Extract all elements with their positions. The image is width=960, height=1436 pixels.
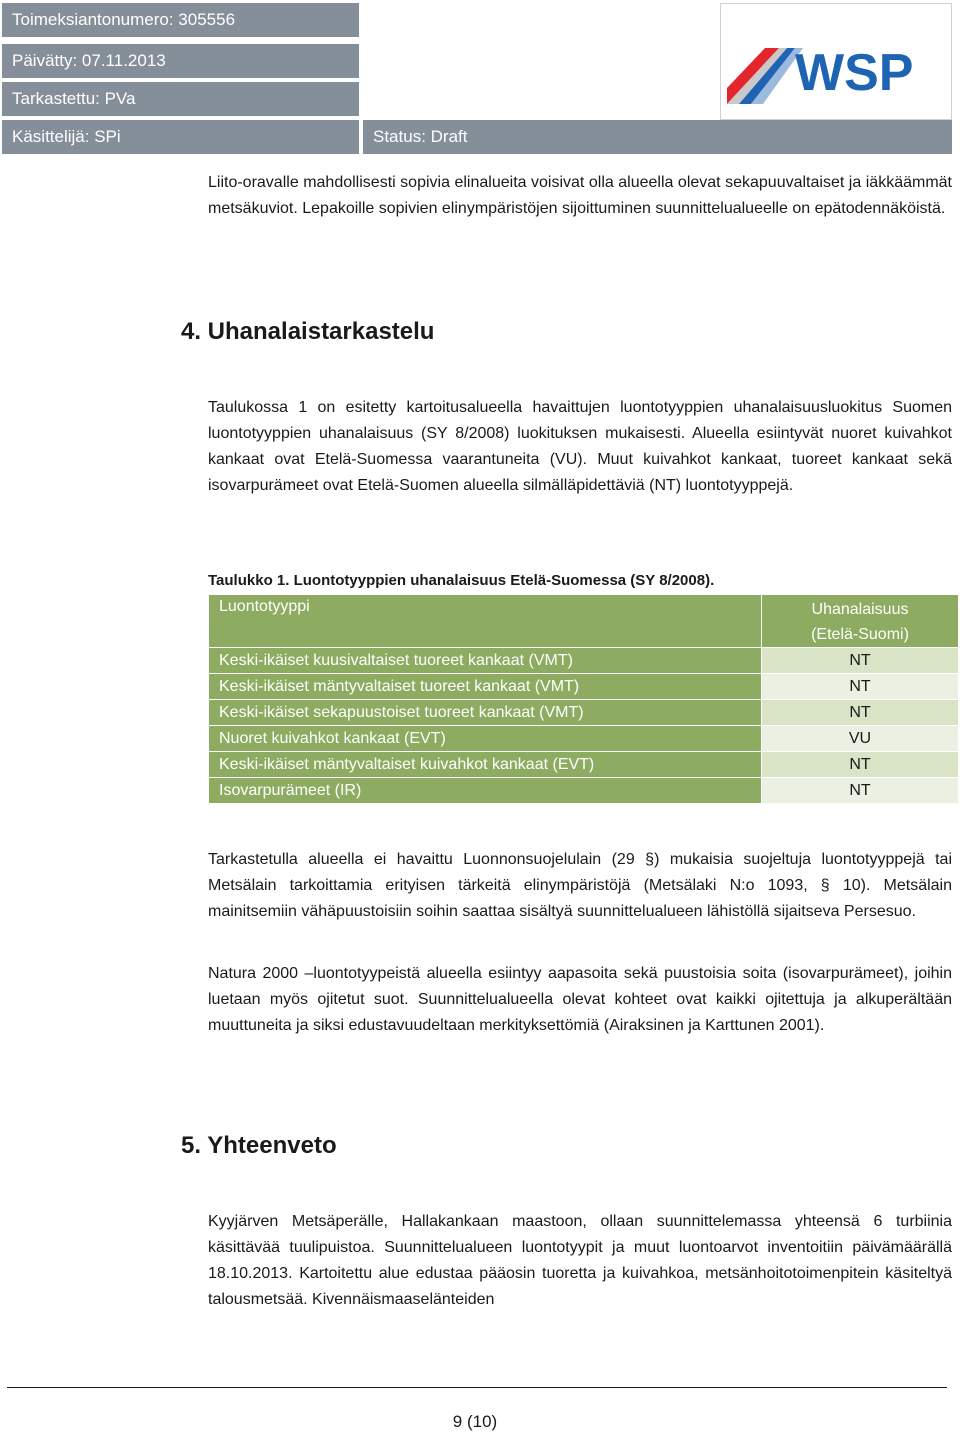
table-cell-type: Nuoret kuivahkot kankaat (EVT): [209, 726, 762, 752]
table-row: [209, 700, 959, 726]
table-cell-type: Keski-ikäiset mäntyvaltaiset kuivahkot kankaat (EVT): [209, 752, 762, 778]
table-header-status-line1: Uhanalaisuus: [811, 601, 909, 618]
table-cell-status: NT: [762, 778, 959, 804]
table-cell-status: VU: [762, 726, 959, 752]
table-cell-type: Isovarpurämeet (IR): [209, 778, 762, 804]
table-cell-type: Keski-ikäiset kuusivaltaiset tuoreet kankaat (VMT): [209, 648, 762, 674]
header-handler: Käsittelijä: SPi: [2, 120, 359, 154]
table-row: [209, 752, 959, 778]
threat-status-table: [208, 594, 959, 804]
section-5-paragraph-1: Kyyjärven Metsäperälle, Hallakankaan maastoon, ollaan suunnittelemassa yhteensä 6 turbiinia käsittävää tuulipuistoa. Suunnittelualueen luontotyypit ja muut luontoarvot inventoitiin päivämäärällä 18.10.2013. Kartoitettu alue edustaa pääosin tuoretta ja kuivahkoa, metsänhoitotoimenpitein käsiteltyä talousmetsää. Kivennäismaaselänteiden: [208, 1213, 952, 1308]
wsp-logo: [720, 3, 952, 120]
section-4-paragraph-3: Natura 2000 –luontotyypeistä alueella esiintyy aapasoita sekä puustoisia soita (isovarpurämeet), joihin luetaan myös ojitetut suot. Suunnittelualueella olevat kohteet ovat kaikki ojitettuja ja alkuperältään muuttuneita ja siksi edustavuudeltaan merkityksettömiä (Airaksinen ja Karttunen 2001).: [208, 965, 952, 1034]
header-date: Päivätty: 07.11.2013: [2, 44, 359, 78]
header-status: Status: Draft: [363, 120, 952, 154]
table-header-status: [762, 595, 959, 648]
section-4-heading: 4. Uhanalaistarkastelu: [181, 318, 435, 345]
table-cell-type: Keski-ikäiset sekapuustoiset tuoreet kankaat (VMT): [209, 700, 762, 726]
document-header: [2, 3, 952, 154]
table-cell-status: NT: [762, 648, 959, 674]
footer-divider: [7, 1387, 947, 1388]
table-cell-type: Keski-ikäiset mäntyvaltaiset tuoreet kankaat (VMT): [209, 674, 762, 700]
table-header-type: Luontotyyppi: [209, 595, 762, 648]
table-cell-status: NT: [762, 700, 959, 726]
section-5-heading: 5. Yhteenveto: [181, 1132, 337, 1159]
wsp-logo-graphic: [721, 4, 953, 121]
wsp-logo-text: WSP: [795, 44, 914, 102]
table-header-row: [209, 595, 959, 648]
table-row: [209, 726, 959, 752]
table-row: [209, 648, 959, 674]
table-row: [209, 778, 959, 804]
section-4-paragraph-1: Taulukossa 1 on esitetty kartoitusalueella havaittujen luontotyyppien uhanalaisuusluokitus Suomen luontotyyppien uhanalaisuus (SY 8/2008) luokituksen mukaisesti. Alueella esiintyvät nuoret kuivahkot kankaat ovat Etelä-Suomessa vaarantuneita (VU). Muut kuivahkot kankaat, tuoreet kankaat sekä isovarpurämeet ovat Etelä-Suomen alueella silmälläpidettäviä (NT) luontotyyppejä.: [208, 399, 952, 494]
header-checked-by: Tarkastettu: PVa: [2, 82, 359, 116]
table-cell-status: NT: [762, 674, 959, 700]
table-header-status-line2: (Etelä-Suomi): [811, 626, 909, 643]
page-number: 9 (10): [452, 1412, 498, 1431]
section-4-paragraph-2: Tarkastetulla alueella ei havaittu Luonnonsuojelulain (29 §) mukaisia suojeltuja luontotyyppejä tai Metsälain tarkoittamia erityisen tärkeitä elinympäristöjä (Metsälaki N:o 1093, § 10). Metsälain mainitsemiin vähäpuustoisiin soihin saattaa sisältyä suunnittelualueen lähistöllä sijaitseva Persesuo.: [208, 851, 952, 920]
table-row: [209, 674, 959, 700]
intro-paragraph: Liito-oravalle mahdollisesti sopivia elinalueita voisivat olla alueella olevat sekapuuvaltaiset ja iäkkäämmät metsäkuviot. Lepakoille sopivien elinympäristöjen sijoittuminen suunnittelualueelle on epätodennäköistä.: [208, 174, 952, 217]
header-order-number: Toimeksiantonumero: 305556: [2, 3, 359, 37]
table-cell-status: NT: [762, 752, 959, 778]
table-caption: Taulukko 1. Luontotyyppien uhanalaisuus Etelä-Suomessa (SY 8/2008).: [208, 572, 715, 589]
